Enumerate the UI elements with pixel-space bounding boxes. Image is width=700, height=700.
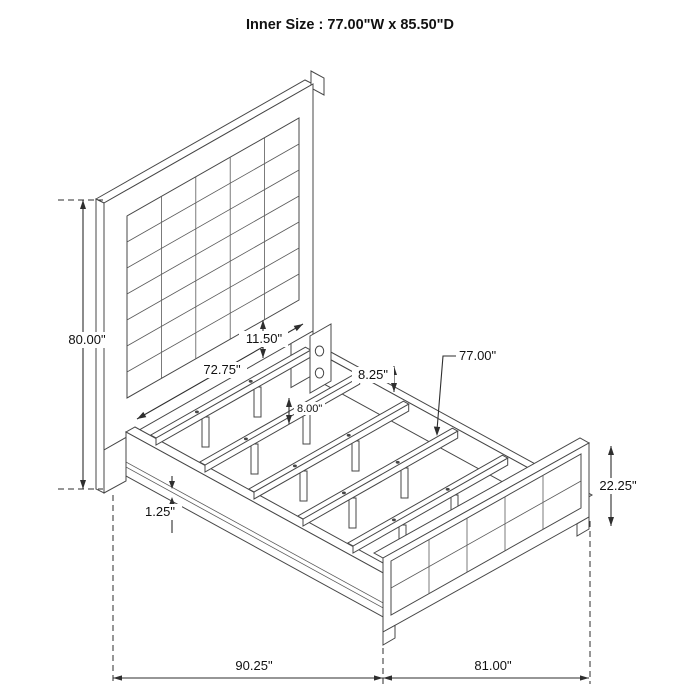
- bracket-plate: [310, 324, 331, 393]
- dim-label-overall-length: 90.25": [235, 658, 273, 673]
- support-leg: [251, 444, 258, 474]
- support-leg: [349, 498, 356, 528]
- slat: [298, 428, 458, 526]
- support-leg: [303, 414, 310, 444]
- dim-label-overall-width: 81.00": [474, 658, 512, 673]
- dim-footboard-height: [593, 446, 644, 526]
- dim-label-rail-trim: 1.25": [145, 504, 175, 519]
- slat: [200, 374, 360, 472]
- dim-label-rail-height: 8.25": [358, 367, 388, 382]
- dim-label-footboard-height: 22.25": [599, 478, 637, 493]
- dim-overall-width: [383, 658, 589, 681]
- slat: [249, 401, 409, 499]
- dim-label-inner-rail-length: 72.75": [203, 362, 241, 377]
- support-leg: [300, 471, 307, 501]
- dim-label-panel-gap: 11.50": [245, 331, 283, 346]
- support-leg: [352, 441, 359, 471]
- diagram-title: Inner Size : 77.00"W x 85.50"D: [246, 17, 454, 33]
- dim-label-leg-height: 8.00": [297, 403, 323, 415]
- support-leg: [254, 387, 261, 417]
- support-leg: [202, 417, 209, 447]
- rail-trim-line: [126, 462, 385, 604]
- mounting-bracket: [310, 324, 331, 393]
- dim-overall-length: [113, 658, 383, 681]
- support-leg: [401, 468, 408, 498]
- dim-label-headboard-height: 80.00": [68, 332, 106, 347]
- dim-label-slat-length: 77.00": [459, 348, 497, 363]
